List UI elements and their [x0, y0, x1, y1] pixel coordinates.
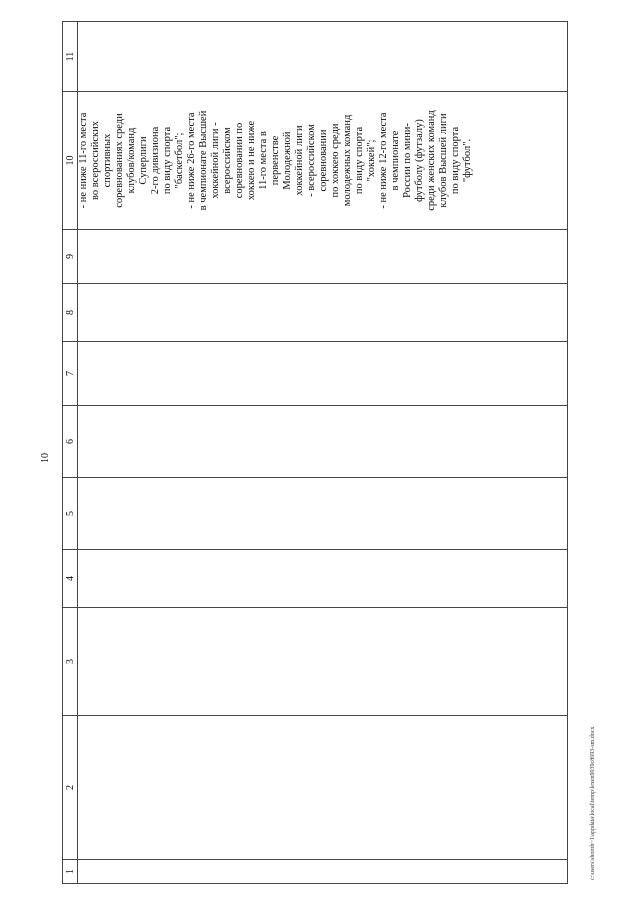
text-line: клубов Высшей лиги	[438, 113, 449, 208]
text-line: - всероссийском	[306, 124, 317, 197]
text-line: клубов/команд	[126, 127, 137, 194]
text-line: Молодежной	[282, 131, 293, 190]
text-line: по виду спорта	[354, 126, 365, 195]
text-line: хоккейной лиги	[294, 125, 305, 196]
cell-col-4	[78, 550, 568, 608]
cell-col-5	[78, 478, 568, 550]
text-line: всероссийском	[222, 127, 233, 194]
text-line: хоккейной лиги -	[210, 122, 221, 199]
text-line: 2-го дивизиона	[150, 126, 161, 195]
cell-col-9	[78, 230, 568, 284]
text-line: Суперлиги	[138, 136, 149, 185]
column-header-7: 7	[63, 342, 78, 406]
column-header-4: 4	[63, 550, 78, 608]
text-line: 11-го места в	[258, 131, 269, 190]
column-header-3: 3	[63, 608, 78, 716]
text-line: среди женских команд	[426, 110, 437, 211]
text-line: "футбол".	[462, 138, 473, 183]
text-line: соревнованиях среди	[114, 113, 125, 208]
cell-col-6	[78, 406, 568, 478]
column-header-11: 11	[63, 22, 78, 92]
text-line: молодежных команд	[342, 114, 353, 207]
text-line: по виду спорта	[450, 126, 461, 195]
cell-col-2	[78, 716, 568, 860]
text-line: России по мини-	[402, 123, 413, 198]
rotated-page	[62, 22, 568, 884]
text-line: спортивных	[102, 133, 113, 188]
column-header-6: 6	[63, 406, 78, 478]
text-line: первенстве	[270, 135, 281, 186]
cell-col-11	[78, 22, 568, 92]
cell-col-8	[78, 284, 568, 342]
column-header-5: 5	[63, 478, 78, 550]
column-header-10: 10	[63, 92, 78, 230]
text-line: хоккею и не ниже	[246, 120, 257, 201]
criteria-table	[62, 21, 568, 884]
text-line: во всероссийских	[90, 120, 101, 201]
text-line: по виду спорта	[162, 126, 173, 195]
text-line: в чемпионате	[390, 130, 401, 191]
cell-col-3	[78, 608, 568, 716]
column-header-1: 1	[63, 860, 78, 884]
text-line: - не ниже 12-го места	[378, 112, 389, 209]
cell-col-10-criteria	[78, 92, 568, 230]
text-line: соревновании	[318, 129, 329, 192]
text-line: - не ниже 26-го места	[186, 112, 197, 209]
text-line: "баскетбол";	[174, 132, 185, 189]
text-line: - не ниже 11-го места	[78, 112, 89, 209]
footer-file-path: c:\users\shorob~1\appdata\local\temp\lexen9039c8693-sm.docx	[590, 726, 596, 880]
text-line: "хоккей";	[366, 139, 377, 182]
column-header-9: 9	[63, 230, 78, 284]
text-line: соревновании по	[234, 122, 245, 199]
page-number: 10	[40, 453, 51, 463]
text-line: футболу (футзалу)	[414, 119, 425, 202]
column-header-8: 8	[63, 284, 78, 342]
table-row	[78, 22, 568, 884]
cell-col-7	[78, 342, 568, 406]
column-header-2: 2	[63, 716, 78, 860]
text-line: по хоккею среди	[330, 123, 341, 198]
header-row	[63, 22, 78, 884]
cell-col-1	[78, 860, 568, 884]
text-line: в чемпионате Высшей	[198, 110, 209, 211]
